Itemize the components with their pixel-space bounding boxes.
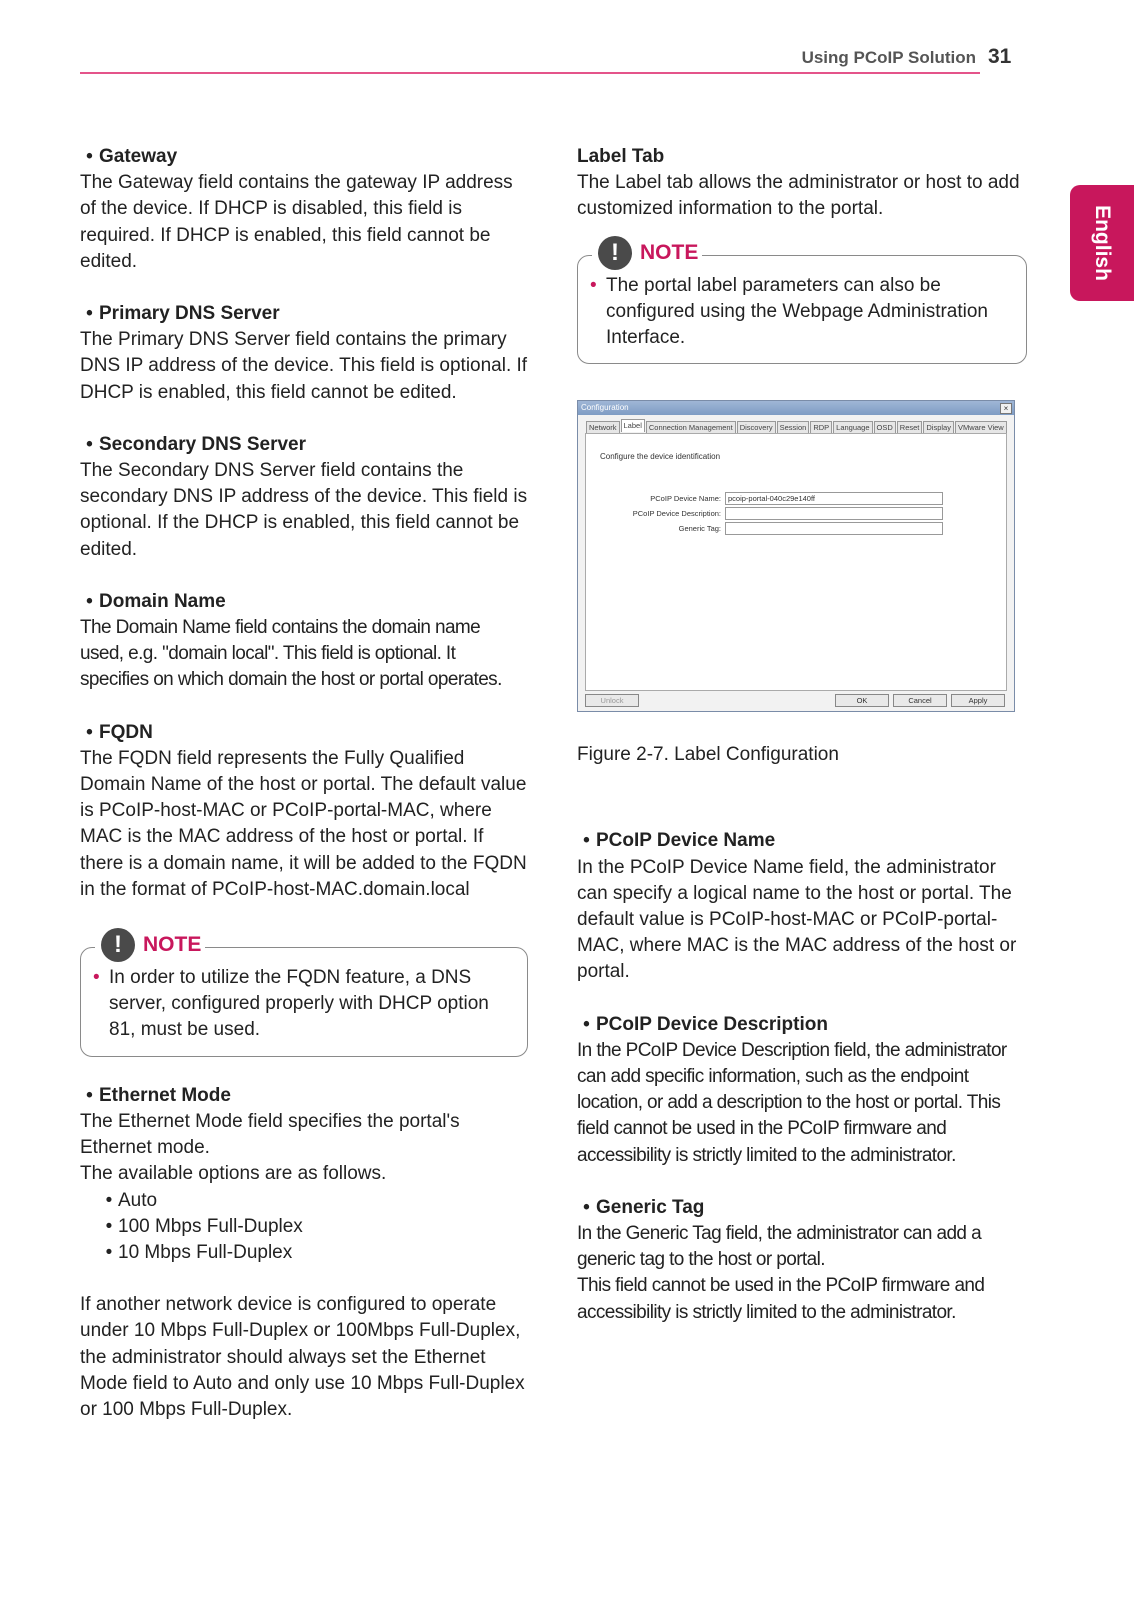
fqdn-note-box: [80, 930, 528, 1057]
gateway-body: The Gateway field contains the gateway IP address of the device. If DHCP is disabled, this field is required. If DHCP is enabled, this field cannot be edited.: [80, 172, 513, 272]
tab-reset[interactable]: Reset: [897, 421, 923, 434]
device-name-heading: • PCoIP Device Name: [577, 828, 1027, 854]
apply-button[interactable]: Apply: [951, 694, 1005, 707]
tab-connection-management[interactable]: Connection Management: [646, 421, 736, 434]
page-number: 31: [988, 45, 1012, 68]
language-tab-label: English: [1091, 205, 1114, 281]
device-description-section: [577, 1012, 1027, 1169]
tab-label[interactable]: Label: [621, 419, 645, 432]
generic-tag-section: [577, 1195, 1027, 1326]
label-tab-panel: [585, 433, 1007, 691]
exclamation-icon: !: [101, 928, 135, 962]
ethernet-mode-body: The Ethernet Mode field specifies the portal's Ethernet mode.: [80, 1110, 460, 1159]
generic-tag-label: Generic Tag:: [678, 524, 721, 534]
note-text: • In order to utilize the FQDN feature, a DNS server, configured properly with DHCP option 81, must be used.: [109, 965, 511, 1044]
figure-caption: Figure 2-7. Label Configuration: [577, 744, 839, 766]
label-tab-section: [577, 144, 1027, 223]
list-item: • 100 Mbps Full-Duplex: [100, 1214, 528, 1240]
device-description-label: PCoIP Device Description:: [632, 509, 721, 519]
tab-language[interactable]: Language: [833, 421, 872, 434]
note-text: • The portal label parameters can also be configured using the Webpage Administration Interface.: [606, 273, 1010, 352]
domain-name-section: [80, 589, 528, 694]
generic-tag-restriction: This field cannot be used in the PCoIP firmware and accessibility is strictly limited to the administrator.: [577, 1275, 985, 1323]
device-name-section: [577, 828, 1027, 985]
gateway-heading: • Gateway: [80, 144, 528, 170]
panel-heading: Configure the device identification: [600, 452, 721, 462]
primary-dns-section: [80, 301, 528, 406]
cancel-button[interactable]: Cancel: [893, 694, 947, 707]
tab-rdp[interactable]: RDP: [810, 421, 832, 434]
domain-name-heading: • Domain Name: [80, 589, 528, 615]
gateway-section: [80, 144, 528, 275]
exclamation-icon: !: [598, 236, 632, 270]
device-name-label: PCoIP Device Name:: [650, 494, 721, 504]
note-header: [592, 236, 702, 270]
window-titlebar: [578, 401, 1014, 415]
label-configuration-screenshot: [577, 400, 1015, 712]
ethernet-mode-advice: If another network device is configured to operate under 10 Mbps Full-Duplex or 100Mbps Full-Duplex, the administrator should always set the Ethernet Mode field to Auto and only use 10 Mbps Full-Duplex or 100 Mbps Full-Duplex.: [80, 1294, 525, 1420]
window-title: Configuration: [581, 403, 629, 413]
left-column: [80, 144, 528, 1449]
ok-button[interactable]: OK: [835, 694, 889, 707]
fqdn-section: [80, 720, 528, 903]
label-tab-body: The Label tab allows the administrator or host to add customized information to the portal.: [577, 172, 1020, 220]
close-icon[interactable]: ×: [1000, 403, 1012, 414]
device-description-body: In the PCoIP Device Description field, the administrator can add specific information, such as the endpoint location, or add a description to the host or portal. This field cannot be used in the PCoIP firmware and accessibility is strictly limited to the administrator.: [577, 1039, 1007, 1166]
device-name-input[interactable]: pcoip-portal-040c29e140ff: [725, 492, 943, 505]
primary-dns-body: The Primary DNS Server field contains the primary DNS IP address of the device. This field is optional. If DHCP is enabled, this field cannot be edited.: [80, 329, 528, 403]
ethernet-mode-options-intro: The available options are as follows.: [80, 1163, 387, 1185]
generic-tag-body: In the Generic Tag field, the administrator can add a generic tag to the host or portal.: [577, 1223, 982, 1271]
header-rule: [80, 72, 980, 74]
note-header: [95, 928, 205, 962]
fqdn-heading: • FQDN: [80, 720, 528, 746]
device-name-body: In the PCoIP Device Name field, the administrator can specify a logical name to the host or portal. The default value is PCoIP-host-MAC or PCoIP-portal-MAC, where MAC is the MAC address of the host or portal.: [577, 856, 1017, 983]
tab-network[interactable]: Network: [586, 421, 620, 434]
label-note-box: [577, 238, 1027, 365]
tab-discovery[interactable]: Discovery: [737, 421, 776, 434]
label-tab-heading: Label Tab: [577, 146, 665, 167]
tab-display[interactable]: Display: [923, 421, 954, 434]
tab-session[interactable]: Session: [777, 421, 810, 434]
ethernet-mode-heading: • Ethernet Mode: [80, 1083, 528, 1109]
tab-osd[interactable]: OSD: [874, 421, 896, 434]
device-description-heading: • PCoIP Device Description: [577, 1012, 1027, 1038]
note-label: NOTE: [143, 932, 202, 956]
generic-tag-input[interactable]: [725, 522, 943, 535]
fqdn-body: The FQDN field represents the Fully Qualified Domain Name of the host or portal. The default value is PCoIP-host-MAC or PCoIP-portal-MAC, where MAC is the MAC address of the host or portal. If there is a domain name, it will be added to the FQDN in the format of PCoIP-host-MAC.domain.local: [80, 747, 527, 900]
tab-vmware-view[interactable]: VMware View: [955, 421, 1007, 434]
device-description-input[interactable]: [725, 507, 943, 520]
right-column: [577, 144, 1027, 1352]
list-item: • 10 Mbps Full-Duplex: [100, 1240, 528, 1266]
running-header-title: Using PCoIP Solution: [801, 48, 976, 67]
generic-tag-heading: • Generic Tag: [577, 1195, 1027, 1221]
ethernet-mode-options: [80, 1188, 528, 1267]
domain-name-body: The Domain Name field contains the domain name used, e.g. "domain local". This field is optional. It specifies on which domain the host or portal operates.: [80, 617, 502, 691]
unlock-button[interactable]: Unlock: [585, 694, 639, 707]
primary-dns-heading: • Primary DNS Server: [80, 301, 528, 327]
note-label: NOTE: [640, 240, 699, 264]
secondary-dns-section: [80, 432, 528, 563]
secondary-dns-heading: • Secondary DNS Server: [80, 432, 528, 458]
language-tab: [1070, 185, 1134, 301]
list-item: • Auto: [100, 1188, 528, 1214]
secondary-dns-body: The Secondary DNS Server field contains the secondary DNS IP address of the device. This field is optional. If the DHCP is enabled, this field cannot be edited.: [80, 460, 528, 560]
ethernet-mode-section: [80, 1083, 528, 1423]
